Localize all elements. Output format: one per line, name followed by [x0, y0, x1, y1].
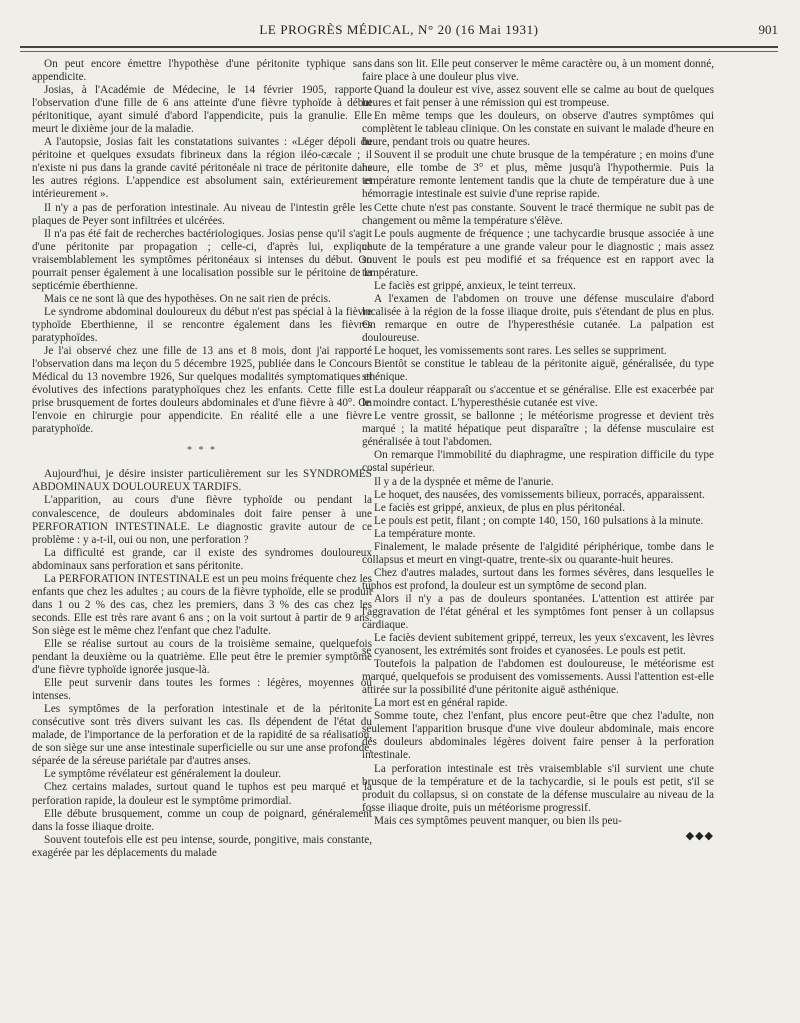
paragraph: Le pouls est petit, filant ; on compte 140, 150, 160 pulsations à la minute. — [374, 514, 704, 527]
paragraph: Mais ce ne sont là que des hypothèses. On ne sait rien de précis. — [44, 292, 331, 305]
header-rule — [20, 51, 778, 52]
paragraph: Les symptômes de la perforation intestinale et de la péritonite consécutive sont très divers suivant les cas. Ils dépendent de l'état du malade, de l'importance de la perforation et de la rapidité de sa réalisation, de son siège sur une anse intestinale superficielle ou sur une anse profonde, séparée de la séreuse pariétale par d'autres anses. — [32, 703, 372, 768]
paragraph: Elle débute brusquement, comme un coup de poignard, généralement dans la fosse iliaque droite. — [32, 807, 372, 833]
paragraph: Le symptôme révélateur est généralement la douleur. — [44, 768, 282, 781]
paragraph: Alors il n'y a pas de douleurs spontanées. L'attention est attirée par l'aggravation de l'état général et les symptômes font penser à un collapsus cardiaque. — [362, 592, 714, 632]
paragraph: Le faciès devient subitement grippé, terreux, les yeux s'excavent, les lèvres se cyanosent, les extrémités sont froides et cyanosées. Le pouls est petit. — [362, 632, 714, 658]
paragraph: Josias, à l'Académie de Médecine, le 14 février 1905, rapporte l'observation d'une fille de 6 ans atteinte d'une fièvre typhoïde à début péritonitique, ayant simulé d'abord l'appendicite, puis la granulie. Elle meurt le dixième jour de la maladie. — [32, 84, 372, 136]
paragraph: A l'examen de l'abdomen on trouve une défense musculaire d'abord localisée à la région de la fosse iliaque droite, puis s'étendant de plus en plus. On remarque en outre de l'hyperesthésie cutanée. La palpation est douloureuse. — [362, 292, 714, 344]
paragraph: La difficulté est grande, car il existe des syndromes douloureux abdominaux sans perforation et sans péritonite. — [32, 546, 372, 572]
section-separator: * * * — [187, 445, 217, 457]
right-column — [362, 58, 714, 843]
paragraph: Il n'a pas été fait de recherches bactériologiques. Josias pense qu'il s'agit d'une péritonite par propagation ; celle-ci, d'après lui, explique vraisemblablement les symptômes péritonéaux si intenses du début. On pourrait penser également à une localisation possible sur le péritoine de la septicémie éberthienne. — [32, 227, 372, 292]
paragraph: Il n'y a pas de perforation intestinale. Au niveau de l'intestin grêle les plaques de Peyer sont infiltrées et ulcérées. — [32, 201, 372, 227]
paragraph: On remarque l'immobilité du diaphragme, une respiration difficile du type costal supérieur. — [362, 449, 714, 475]
paragraph: Somme toute, chez l'enfant, plus encore peut-être que chez l'adulte, non seulement l'apparition brusque d'une vive douleur abdominale, mais encore des douleurs abdominales légères doivent faire penser à la perforation intestinale. — [362, 710, 714, 762]
paragraph: Il y a de la dyspnée et même de l'anurie. — [374, 475, 554, 488]
paragraph: Toutefois la palpation de l'abdomen est douloureuse, le météorisme est marqué, quelquefois se produisent des vomissements. Aussi l'attention est-elle attirée sur la possibilité d'une péritonite aiguë asthénique. — [362, 658, 714, 697]
left-column — [32, 58, 372, 860]
paragraph: Mais ces symptômes peuvent manquer, ou bien ils peu- — [374, 814, 622, 827]
running-header — [20, 22, 778, 48]
paragraph: A l'autopsie, Josias fait les constatations suivantes : «Léger dépoli du péritoine et quelques exsudats fibrineux dans la région iléo-cæcale ; il n'existe ni pus dans la grande cavité péritonéale ni trace de péritonite dans les autres régions. L'appendice est absolument sain, extérieurement et intérieurement ». — [32, 136, 372, 201]
paragraph: Le syndrome abdominal douloureux du début n'est pas spécial à la fièvre typhoïde Eberthienne, il se rencontre également dans les fièvres paratyphoïdes. — [32, 305, 372, 344]
paragraph: On peut encore émettre l'hypothèse d'une péritonite typhique sans appendicite. — [32, 58, 372, 84]
paragraph: En même temps que les douleurs, on observe d'autres symptômes qui complètent le tableau clinique. On les constate en suivant le malade d'heure en heure, pendant trois ou quatre heures. — [362, 110, 714, 149]
paragraph: Elle se réalise surtout au cours de la troisième semaine, quelquefois pendant la deuxième ou la quatrième. Elle peut être le premier symptôme d'une fièvre typhoïde ignorée jusque-là. — [32, 637, 372, 677]
running-title: LE PROGRÈS MÉDICAL, N° 20 (16 Mai 1931) — [259, 22, 539, 37]
paragraph: Le hoquet, des nausées, des vomissements bilieux, porracés, apparaissent. — [374, 488, 705, 501]
paragraph: Souvent il se produit une chute brusque de la température ; en moins d'une heure, elle tombe de 3° et plus, même jusqu'à l'hypothermie. Puis la température remonte lentement tandis que la chute de température due à une hémorragie intestinale est suivie d'une reprise rapide. — [362, 149, 714, 201]
paragraph: Je l'ai observé chez une fille de 13 ans et 8 mois, dont j'ai rapporté l'observation dans ma leçon du 5 décembre 1925, publiée dans le Concours Médical du 13 novembre 1926, Sur quelques modalités symptomatiques et évolutives des infections paratyphoïques chez les enfants. Cette fille est prise brusquement de fortes douleurs abdominales et d'une fièvre à 40°. On l'envoie en chirurgie pour appendicite. En réalité elle a une fièvre paratyphoïde. — [32, 345, 372, 436]
paragraph: La température monte. — [374, 527, 476, 540]
paragraph: Bientôt se constitue le tableau de la péritonite aiguë, généralisée, du type sthénique. — [362, 358, 714, 384]
paragraph: Le faciès est grippé, anxieux, de plus en plus péritonéal. — [374, 501, 626, 514]
paragraph: La PERFORATION INTESTINALE est un peu moins fréquente chez les enfants que chez les adultes ; au cours de la fièvre typhoïde, elle se produit dans 1 ou 2 % des cas, chez les premiers, dans 3 % des cas chez les seconds. Elle est très rare avant 6 ans ; on la voit surtout à partir de 9 ans. Son siège est le même chez l'enfant que chez l'adulte. — [32, 572, 372, 637]
paragraph: dans son lit. Elle peut conserver le même caractère ou, à un moment donné, faire place à une douleur plus vive. — [362, 58, 714, 84]
page-number: 901 — [758, 22, 778, 37]
paragraph: Elle peut survenir dans toutes les formes : légères, moyennes ou intenses. — [32, 677, 372, 703]
paragraph: Finalement, le malade présente de l'algidité périphérique, tombe dans le collapsus et meurt en vingt-quatre, trente-six ou quarante-huit heures. — [362, 540, 714, 566]
paragraph: Chez d'autres malades, surtout dans les formes sévères, dans lesquelles le tuphos est profond, la douleur est un symptôme de second plan. — [362, 566, 714, 592]
paragraph: Le ventre grossit, se ballonne ; le météorisme progresse et devient très marqué ; la matité hépatique peut disparaître ; la défense musculaire est généralisée à tout l'abdomen. — [362, 410, 714, 449]
paragraph: La mort est en général rapide. — [374, 697, 508, 710]
end-ornament: ◆◆◆ — [685, 829, 714, 842]
paragraph: Souvent toutefois elle est peu intense, sourde, pongitive, mais constante, exagérée par les déplacements du malade — [32, 833, 372, 859]
paragraph: Aujourd'hui, je désire insister particulièrement sur les SYNDROMES ABDOMINAUX DOULOUREUX TARDIFS. — [32, 468, 372, 494]
paragraph: La douleur réapparaît ou s'accentue et se généralise. Elle est exacerbée par le moindre contact. L'hyperesthésie cutanée est vive. — [362, 384, 714, 410]
paragraph: Le faciès est grippé, anxieux, le teint terreux. — [374, 279, 576, 292]
paragraph: L'apparition, au cours d'une fièvre typhoïde ou pendant la convalescence, de douleurs abdominales doit faire penser à une PERFORATION INTESTINALE. Le diagnostic gravite autour de ce problème : y a-t-il, oui ou non, une perforation ? — [32, 494, 372, 546]
paragraph: Le pouls augmente de fréquence ; une tachycardie brusque associée à une chute de la température a une grande valeur pour le diagnostic ; mais assez souvent le pouls est peu modifié et sa fréquence est en rapport avec la température. — [362, 227, 714, 279]
paragraph: Cette chute n'est pas constante. Souvent le tracé thermique ne subit pas de changement ou même la température s'élève. — [362, 201, 714, 227]
paragraph: Chez certains malades, surtout quand le tuphos est peu marqué et la perforation rapide, la douleur est le symptôme primordial. — [32, 781, 372, 807]
paragraph: La perforation intestinale est très vraisemblable s'il survient une chute brusque de la température et de la tachycardie, si le pouls est petit, s'il se produit du collapsus, si on constate de la défense musculaire au niveau de la fosse iliaque droite, puis un météorisme progressif. — [362, 762, 714, 814]
paragraph: Quand la douleur est vive, assez souvent elle se calme au bout de quelques heures et fait penser à une rémission qui est trompeuse. — [362, 84, 714, 110]
paragraph: Le hoquet, les vomissements sont rares. Les selles se suppriment. — [374, 345, 667, 358]
